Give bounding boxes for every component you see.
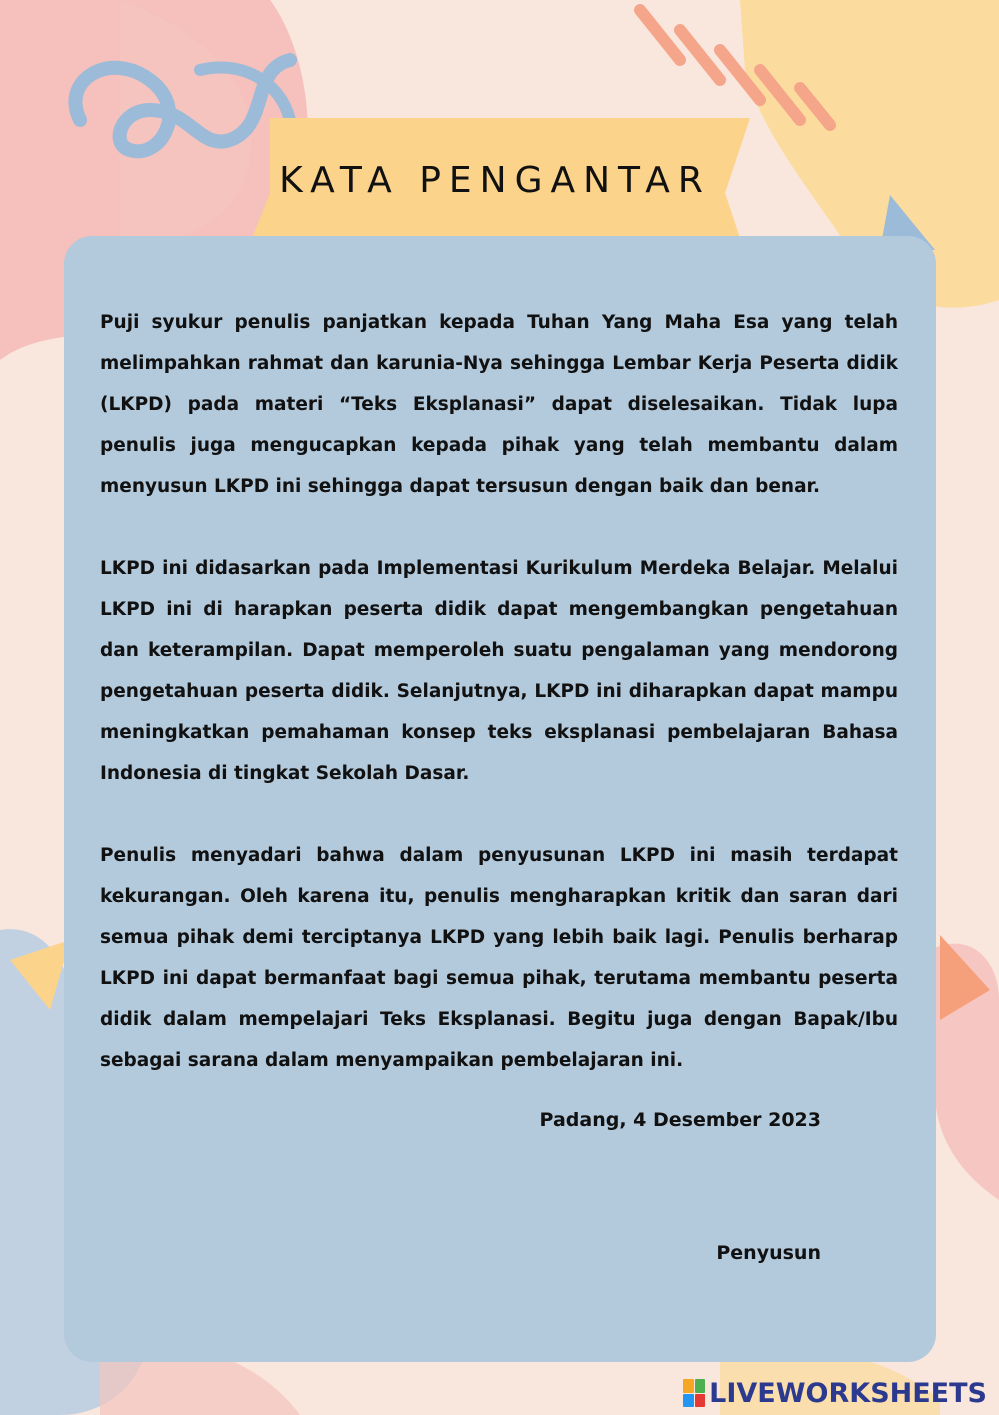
logo-tile	[695, 1379, 706, 1393]
logo-tile	[683, 1379, 694, 1393]
paragraph-2: LKPD ini didasarkan pada Implementasi Kurikulum Merdeka Belajar. Melalui LKPD ini di harapkan peserta didik dapat mengembangkan pengetahuan dan keterampilan. Dapat memperoleh suatu pengalaman yang mendorong pengetahuan peserta didik. Selanjutnya, LKPD ini diharapkan dapat mampu meningkatkan pemahaman konsep teks eksplanasi pembelajaran Bahasa Indonesia di tingkat Sekolah Dasar.	[100, 558, 898, 784]
paragraph-3: Penulis menyadari bahwa dalam penyusunan LKPD ini masih terdapat kekurangan. Oleh karena itu, penulis mengharapkan kritik dan saran dari semua pihak demi terciptanya LKPD yang lebih baik lagi. Penulis berharap LKPD ini dapat bermanfaat bagi semua pihak, terutama membantu peserta didik dalam mempelajari Teks Eksplanasi. Begitu juga dengan Bapak/Ibu sebagai sarana dalam menyampaikan pembelajaran ini.	[100, 845, 898, 1071]
paragraph-1: Puji syukur penulis panjatkan kepada Tuhan Yang Maha Esa yang telah melimpahkan rahmat dan karunia-Nya sehingga Lembar Kerja Peserta didik (LKPD) pada materi “Teks Eksplanasi” dapat diselesaikan. Tidak lupa penulis juga mengucapkan kepada pihak yang telah membantu dalam menyusun LKPD ini sehingga dapat tersusun dengan baik dan benar.	[100, 312, 898, 497]
watermark-text: LIVEWORKSHEETS	[709, 1377, 987, 1409]
logo-tile	[683, 1394, 694, 1408]
body-text	[100, 302, 898, 1081]
liveworksheets-logo-icon	[683, 1379, 705, 1407]
place-date: Padang, 4 Desember 2023	[539, 1109, 821, 1131]
logo-tile	[695, 1394, 706, 1408]
liveworksheets-watermark	[683, 1376, 987, 1410]
author-signature: Penyusun	[716, 1242, 821, 1264]
page-title: KATA PENGANTAR	[279, 160, 711, 201]
